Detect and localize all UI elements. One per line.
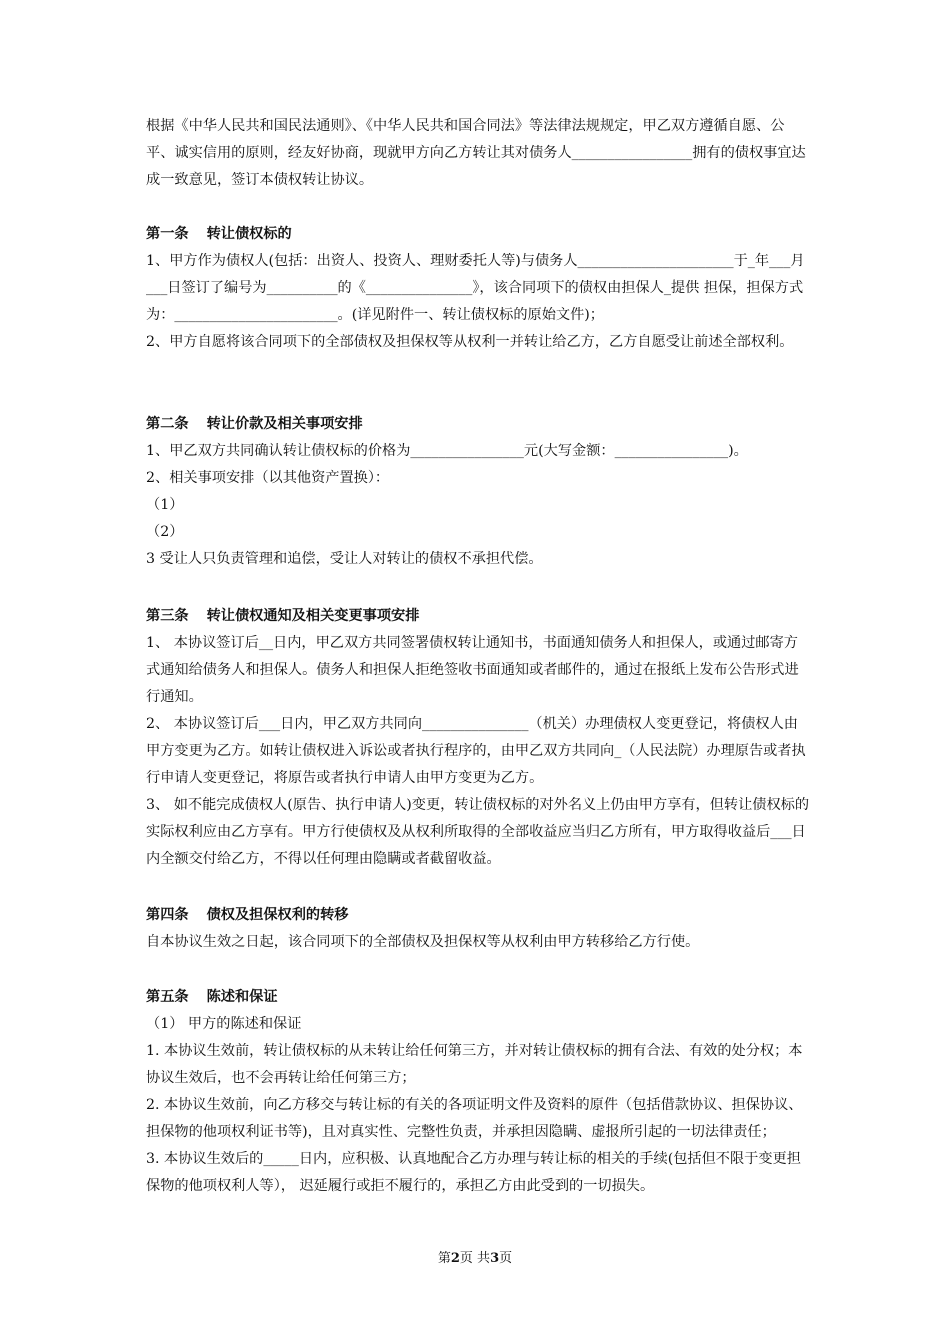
intro-section <box>146 113 810 194</box>
article-2-title: 转让价款及相关事项安排 <box>206 416 363 432</box>
article-1-heading <box>146 221 810 248</box>
article-5-clause-3: 3. 本协议生效后的_____日内，应积极、认真地配合乙方办理与转让标的相关的手续(包括但不限于变更担保物的他项权利人等）， 迟延履行或拒不履行的，承担乙方由此受到的一切损失。 <box>146 1151 801 1194</box>
article-2-clause-2: 2、相关事项安排（以其他资产置换）： <box>146 470 390 486</box>
article-5-subheading: （1） 甲方的陈述和保证 <box>146 1016 302 1032</box>
article-3-title: 转让债权通知及相关变更事项安排 <box>206 608 420 624</box>
article-3-clause-1: 1、 本协议签订后__日内，甲乙双方共同签署债权转让通知书，书面通知债务人和担保人，或通过邮寄方式通知给债务人和担保人。债务人和担保人拒绝签收书面通知或者邮件的，通过在报纸上发布公告形式进行通知。 <box>146 635 799 705</box>
article-3-clause-2: 2、 本协议签订后___日内，甲乙双方共同向_______________（机关）办理债权人变更登记，将债权人由甲方变更为乙方。如转让债权进入诉讼或者执行程序的，由甲乙双方共同向_（人民法院）办理原告或者执行申请人变更登记，将原告或者执行申请人由甲方变更为乙方。 <box>146 716 806 786</box>
footer-page-number: 2 <box>450 1251 460 1266</box>
footer-mid: 页 共 <box>459 1251 491 1266</box>
article-2-item-1: （1） <box>146 497 184 513</box>
article-5-clause-1: 1. 本协议生效前，转让债权标的从未转让给任何第三方，并对转让债权标的拥有合法、有效的处分权；本协议生效后，也不会再转让给任何第三方； <box>146 1043 803 1086</box>
article-4-heading <box>146 902 810 929</box>
article-5-title: 陈述和保证 <box>206 989 278 1005</box>
page-footer <box>0 1245 950 1272</box>
article-2-heading <box>146 411 810 438</box>
footer-suffix: 页 <box>499 1251 513 1266</box>
article-1-number: 第一条 <box>146 226 189 242</box>
article-5-clause-2: 2. 本协议生效前，向乙方移交与转让标的有关的各项证明文件及资料的原件（包括借款协议、担保协议、担保物的他项权利证书等)，且对真实性、完整性负责，并承担因隐瞒、虚报所引起的一切法律责任； <box>146 1097 803 1140</box>
article-5-number: 第五条 <box>146 989 189 1005</box>
article-2-item-2: （2） <box>146 524 184 540</box>
article-3-clause-3: 3、 如不能完成债权人(原告、执行申请人)变更，转让债权标的对外名义上仍由甲方享有，但转让债权标的实际权利应由乙方享有。甲方行使债权及从权利所取得的全部收益应当归乙方所有，甲方取得收益后___日内全额交付给乙方，不得以任何理由隐瞒或者截留收益。 <box>146 797 810 867</box>
article-2-number: 第二条 <box>146 416 189 432</box>
article-1-clause-2: 2、甲方自愿将该合同项下的全部债权及担保权等从权利一并转让给乙方，乙方自愿受让前述全部权利。 <box>146 334 794 350</box>
article-5-heading <box>146 984 810 1011</box>
article-5 <box>146 984 810 1200</box>
article-4-title: 债权及担保权利的转移 <box>206 907 349 923</box>
article-4 <box>146 902 810 956</box>
intro-paragraph: 根据《中华人民共和国民法通则》、《中华人民共和国合同法》等法律法规规定，甲乙双方遵循自愿、公平、诚实信用的原则，经友好协商，现就甲方向乙方转让其对债务人_________________拥有的债权事宜达成一致意见，签订本债权转让协议。 <box>146 118 806 188</box>
article-3 <box>146 603 810 873</box>
article-2 <box>146 411 810 573</box>
article-4-clause-1: 自本协议生效之日起，该合同项下的全部债权及担保权等从权利由甲方转移给乙方行使。 <box>146 934 700 950</box>
article-3-number: 第三条 <box>146 608 189 624</box>
article-4-number: 第四条 <box>146 907 189 923</box>
footer-total-pages: 3 <box>490 1251 500 1266</box>
article-3-heading <box>146 603 810 630</box>
article-1 <box>146 221 810 356</box>
article-2-clause-1: 1、甲乙双方共同确认转让债权标的价格为________________元(大写金额：________________)。 <box>146 443 748 459</box>
article-1-clause-1: 1、甲方作为债权人(包括：出资人、投资人、理财委托人等)与债务人______________________于_年___月___日签订了编号为__________的《_______________》，该合同项下的债权由担保人_提供 担保，担保方式为：_______________________。(详见附件一、转让债权标的原始文件)； <box>146 253 805 323</box>
article-1-title: 转让债权标的 <box>206 226 292 242</box>
article-2-clause-3: 3 受让人只负责管理和追偿，受让人对转让的债权不承担代偿。 <box>146 551 543 567</box>
footer-prefix: 第 <box>437 1251 451 1266</box>
